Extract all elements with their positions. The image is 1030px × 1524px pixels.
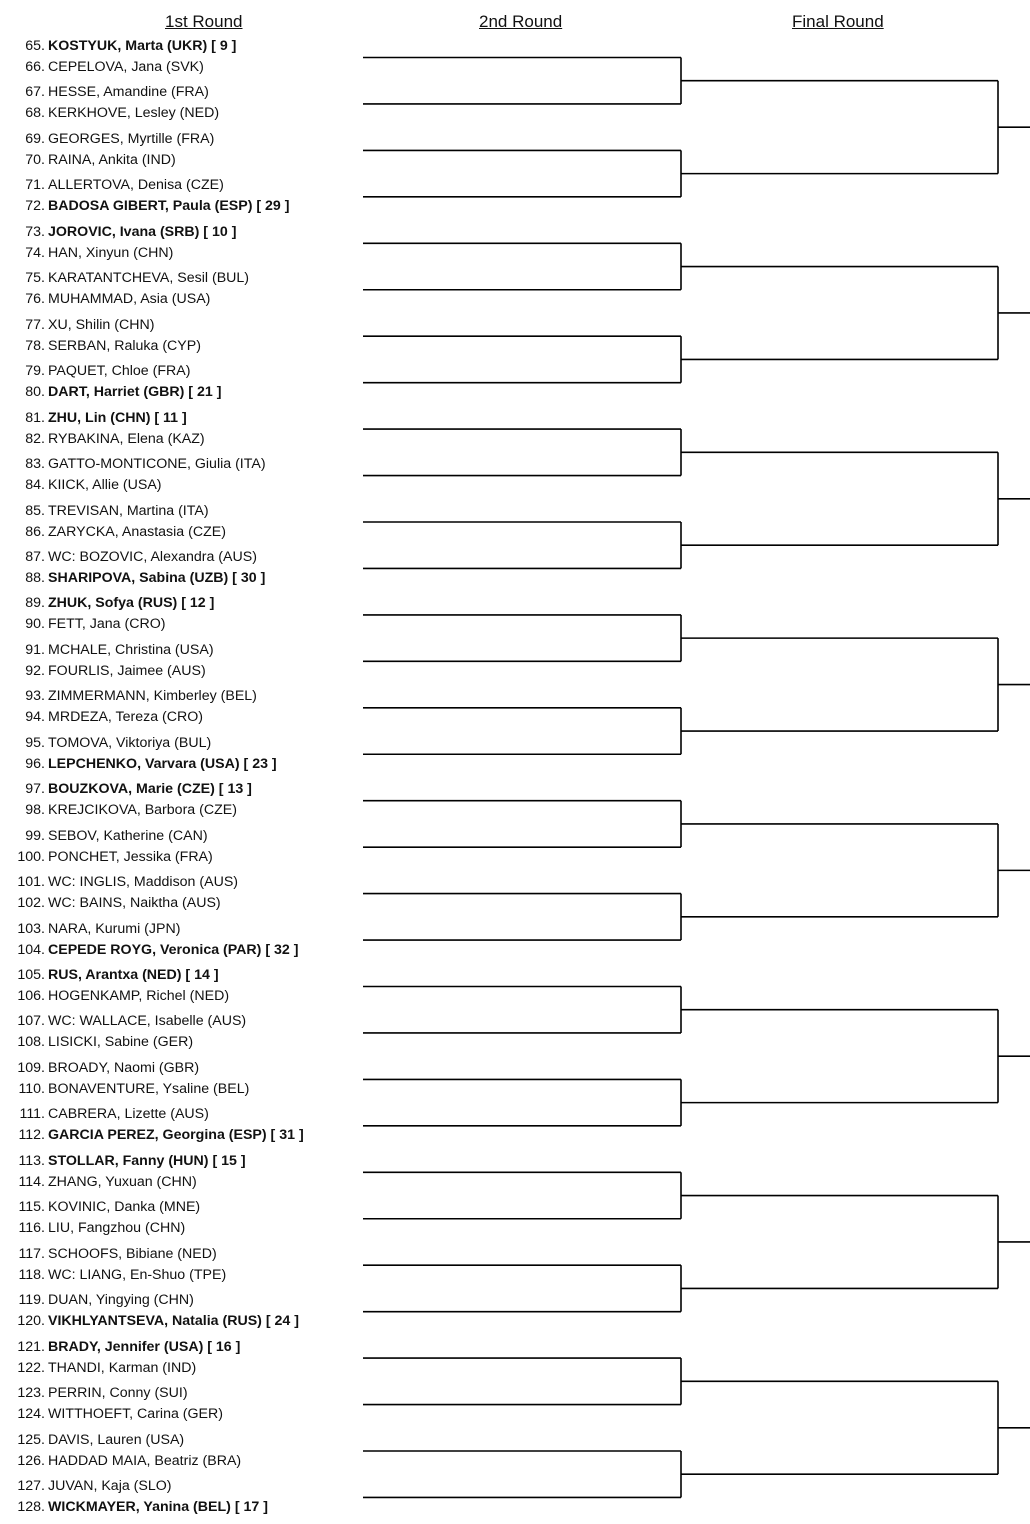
player-number: 104. (17, 941, 45, 958)
player-number: 103. (17, 920, 45, 937)
player-number: 118. (18, 1266, 45, 1283)
player-name: BADOSA GIBERT, Paula (ESP) [ 29 ] (48, 198, 290, 215)
player-number: 74. (25, 244, 45, 261)
player-name: HADDAD MAIA, Beatriz (BRA) (48, 1452, 242, 1469)
player-number: 66. (25, 59, 45, 75)
player-name: DAVIS, Lauren (USA) (48, 1431, 185, 1448)
player-name: RUS, Arantxa (NED) [ 14 ] (48, 967, 219, 983)
player-number: 100. (17, 848, 45, 865)
player-name: WC: BAINS, Naiktha (AUS) (48, 895, 221, 912)
player-number: 77. (25, 316, 45, 333)
player-name: BRADY, Jennifer (USA) [ 16 ] (48, 1338, 241, 1355)
player-name: ZIMMERMANN, Kimberley (BEL) (48, 688, 257, 705)
player-name: WC: LIANG, En-Shuo (TPE) (48, 1266, 227, 1283)
player-name: MRDEZA, Tereza (CRO) (48, 709, 204, 726)
round-1-header: 1st Round (165, 12, 243, 31)
player-number: 122. (17, 1359, 45, 1376)
player-number: 91. (25, 641, 45, 658)
player-number: 73. (25, 223, 45, 240)
round-2-header: 2nd Round (479, 12, 563, 31)
player-number: 90. (25, 616, 45, 633)
player-number: 128. (17, 1498, 45, 1515)
player-name: WICKMAYER, Yanina (BEL) [ 17 ] (48, 1498, 268, 1515)
player-name: WC: WALLACE, Isabelle (AUS) (48, 1013, 247, 1030)
player-name: KOVINIC, Danka (MNE) (48, 1199, 201, 1216)
player-name: KARATANTCHEVA, Sesil (BUL) (48, 270, 250, 287)
player-number: 94. (25, 709, 45, 726)
player-number: 119. (18, 1292, 45, 1309)
player-name: RAINA, Ankita (IND) (48, 151, 176, 168)
player-name: XU, Shilin (CHN) (48, 316, 155, 333)
player-name: JUVAN, Kaja (SLO) (48, 1477, 172, 1494)
player-number: 107. (17, 1013, 45, 1030)
player-number: 70. (25, 151, 45, 168)
player-number: 109. (17, 1059, 45, 1076)
player-number: 69. (25, 130, 45, 147)
player-number: 112. (18, 1127, 45, 1144)
player-name: SCHOOFS, Bibiane (NED) (48, 1245, 217, 1262)
player-number: 88. (25, 569, 45, 586)
player-number: 86. (25, 523, 45, 540)
player-number: 75. (25, 270, 45, 287)
player-name: GARCIA PEREZ, Georgina (ESP) [ 31 ] (48, 1127, 304, 1144)
player-name: THANDI, Karman (IND) (48, 1359, 197, 1376)
player-name: PAQUET, Chloe (FRA) (48, 363, 191, 380)
player-name: ALLERTOVA, Denisa (CZE) (48, 177, 224, 194)
player-number: 105. (17, 967, 45, 983)
player-number: 72. (25, 198, 45, 215)
player-name: WC: BOZOVIC, Alexandra (AUS) (48, 548, 257, 565)
player-number: 80. (25, 384, 45, 401)
player-number: 83. (25, 456, 45, 473)
player-name: GATTO-MONTICONE, Giulia (ITA) (48, 456, 266, 473)
player-name: TREVISAN, Martina (ITA) (48, 502, 209, 519)
player-name: HESSE, Amandine (FRA) (48, 84, 209, 101)
player-number: 127. (17, 1477, 45, 1494)
player-name: BONAVENTURE, Ysaline (BEL) (48, 1080, 250, 1097)
player-name: NARA, Kurumi (JPN) (48, 920, 181, 937)
player-number: 71. (25, 177, 45, 194)
player-number: 120. (17, 1313, 45, 1330)
player-number: 92. (25, 662, 45, 679)
player-number: 126. (17, 1452, 45, 1469)
player-name: SHARIPOVA, Sabina (UZB) [ 30 ] (48, 569, 266, 586)
player-number: 121. (17, 1338, 45, 1355)
player-name: MUHAMMAD, Asia (USA) (48, 291, 211, 308)
player-name: DART, Harriet (GBR) [ 21 ] (48, 384, 222, 401)
player-number: 79. (25, 363, 45, 380)
player-name: WC: INGLIS, Maddison (AUS) (48, 874, 239, 891)
player-number: 95. (25, 734, 45, 751)
player-name: HOGENKAMP, Richel (NED) (48, 988, 230, 1004)
player-name: TOMOVA, Viktoriya (BUL) (48, 734, 212, 751)
player-name: CEPELOVA, Jana (SVK) (48, 59, 204, 75)
player-name: DUAN, Yingying (CHN) (48, 1292, 194, 1309)
player-number: 102. (17, 895, 45, 912)
player-name: KOSTYUK, Marta (UKR) [ 9 ] (48, 38, 237, 54)
player-name: MCHALE, Christina (USA) (48, 641, 214, 658)
player-name: ZHUK, Sofya (RUS) [ 12 ] (48, 595, 215, 612)
player-name: BOUZKOVA, Marie (CZE) [ 13 ] (48, 781, 252, 798)
player-number: 65. (25, 38, 45, 54)
player-name: VIKHLYANTSEVA, Natalia (RUS) [ 24 ] (48, 1313, 299, 1330)
player-number: 99. (25, 827, 45, 844)
player-number: 110. (18, 1080, 45, 1097)
player-name: HAN, Xinyun (CHN) (48, 244, 174, 261)
player-name: SEBOV, Katherine (CAN) (48, 827, 208, 844)
player-number: 124. (17, 1406, 45, 1423)
player-number: 123. (17, 1385, 45, 1402)
player-name: PONCHET, Jessika (FRA) (48, 848, 213, 865)
player-number: 93. (25, 688, 45, 705)
player-name: ZHANG, Yuxuan (CHN) (48, 1173, 197, 1190)
player-name: FOURLIS, Jaimee (AUS) (48, 662, 206, 679)
player-name: WITTHOEFT, Carina (GER) (48, 1406, 223, 1423)
player-name: ZARYCKA, Anastasia (CZE) (48, 523, 226, 540)
player-name: RYBAKINA, Elena (KAZ) (48, 430, 205, 447)
player-name: GEORGES, Myrtille (FRA) (48, 130, 215, 147)
player-number: 78. (25, 337, 45, 354)
player-number: 114. (18, 1173, 45, 1190)
player-number: 96. (25, 755, 45, 772)
player-name: KERKHOVE, Lesley (NED) (48, 105, 220, 122)
player-name: LIU, Fangzhou (CHN) (48, 1220, 186, 1237)
player-name: FETT, Jana (CRO) (48, 616, 166, 633)
player-name: JOROVIC, Ivana (SRB) [ 10 ] (48, 223, 237, 240)
player-number: 113. (18, 1152, 45, 1169)
player-number: 115. (18, 1199, 45, 1216)
player-number: 87. (25, 548, 45, 565)
player-number: 82. (25, 430, 45, 447)
player-number: 125. (17, 1431, 45, 1448)
player-name: KIICK, Allie (USA) (48, 477, 162, 494)
player-number: 85. (25, 502, 45, 519)
player-number: 106. (17, 988, 45, 1004)
player-name: PERRIN, Conny (SUI) (48, 1385, 188, 1402)
player-number: 117. (18, 1245, 45, 1262)
player-number: 89. (25, 595, 45, 612)
player-name: KREJCIKOVA, Barbora (CZE) (48, 802, 237, 819)
player-name: LISICKI, Sabine (GER) (48, 1034, 194, 1051)
player-name: SERBAN, Raluka (CYP) (48, 337, 201, 354)
player-name: CABRERA, Lizette (AUS) (48, 1106, 209, 1123)
player-name: CEPEDE ROYG, Veronica (PAR) [ 32 ] (48, 941, 299, 958)
player-number: 97. (25, 781, 45, 798)
final-round-header: Final Round (792, 12, 884, 31)
player-name: ZHU, Lin (CHN) [ 11 ] (48, 409, 187, 426)
player-number: 98. (25, 802, 45, 819)
player-number: 76. (25, 291, 45, 308)
player-number: 116. (18, 1220, 45, 1237)
player-number: 111. (19, 1106, 45, 1123)
player-number: 101. (17, 874, 45, 891)
player-number: 67. (25, 84, 45, 101)
player-number: 84. (25, 477, 45, 494)
player-name: BROADY, Naomi (GBR) (48, 1059, 200, 1076)
player-name: STOLLAR, Fanny (HUN) [ 15 ] (48, 1152, 246, 1169)
player-number: 108. (17, 1034, 45, 1051)
player-number: 81. (25, 409, 45, 426)
player-name: LEPCHENKO, Varvara (USA) [ 23 ] (48, 755, 277, 772)
player-number: 68. (25, 105, 45, 122)
